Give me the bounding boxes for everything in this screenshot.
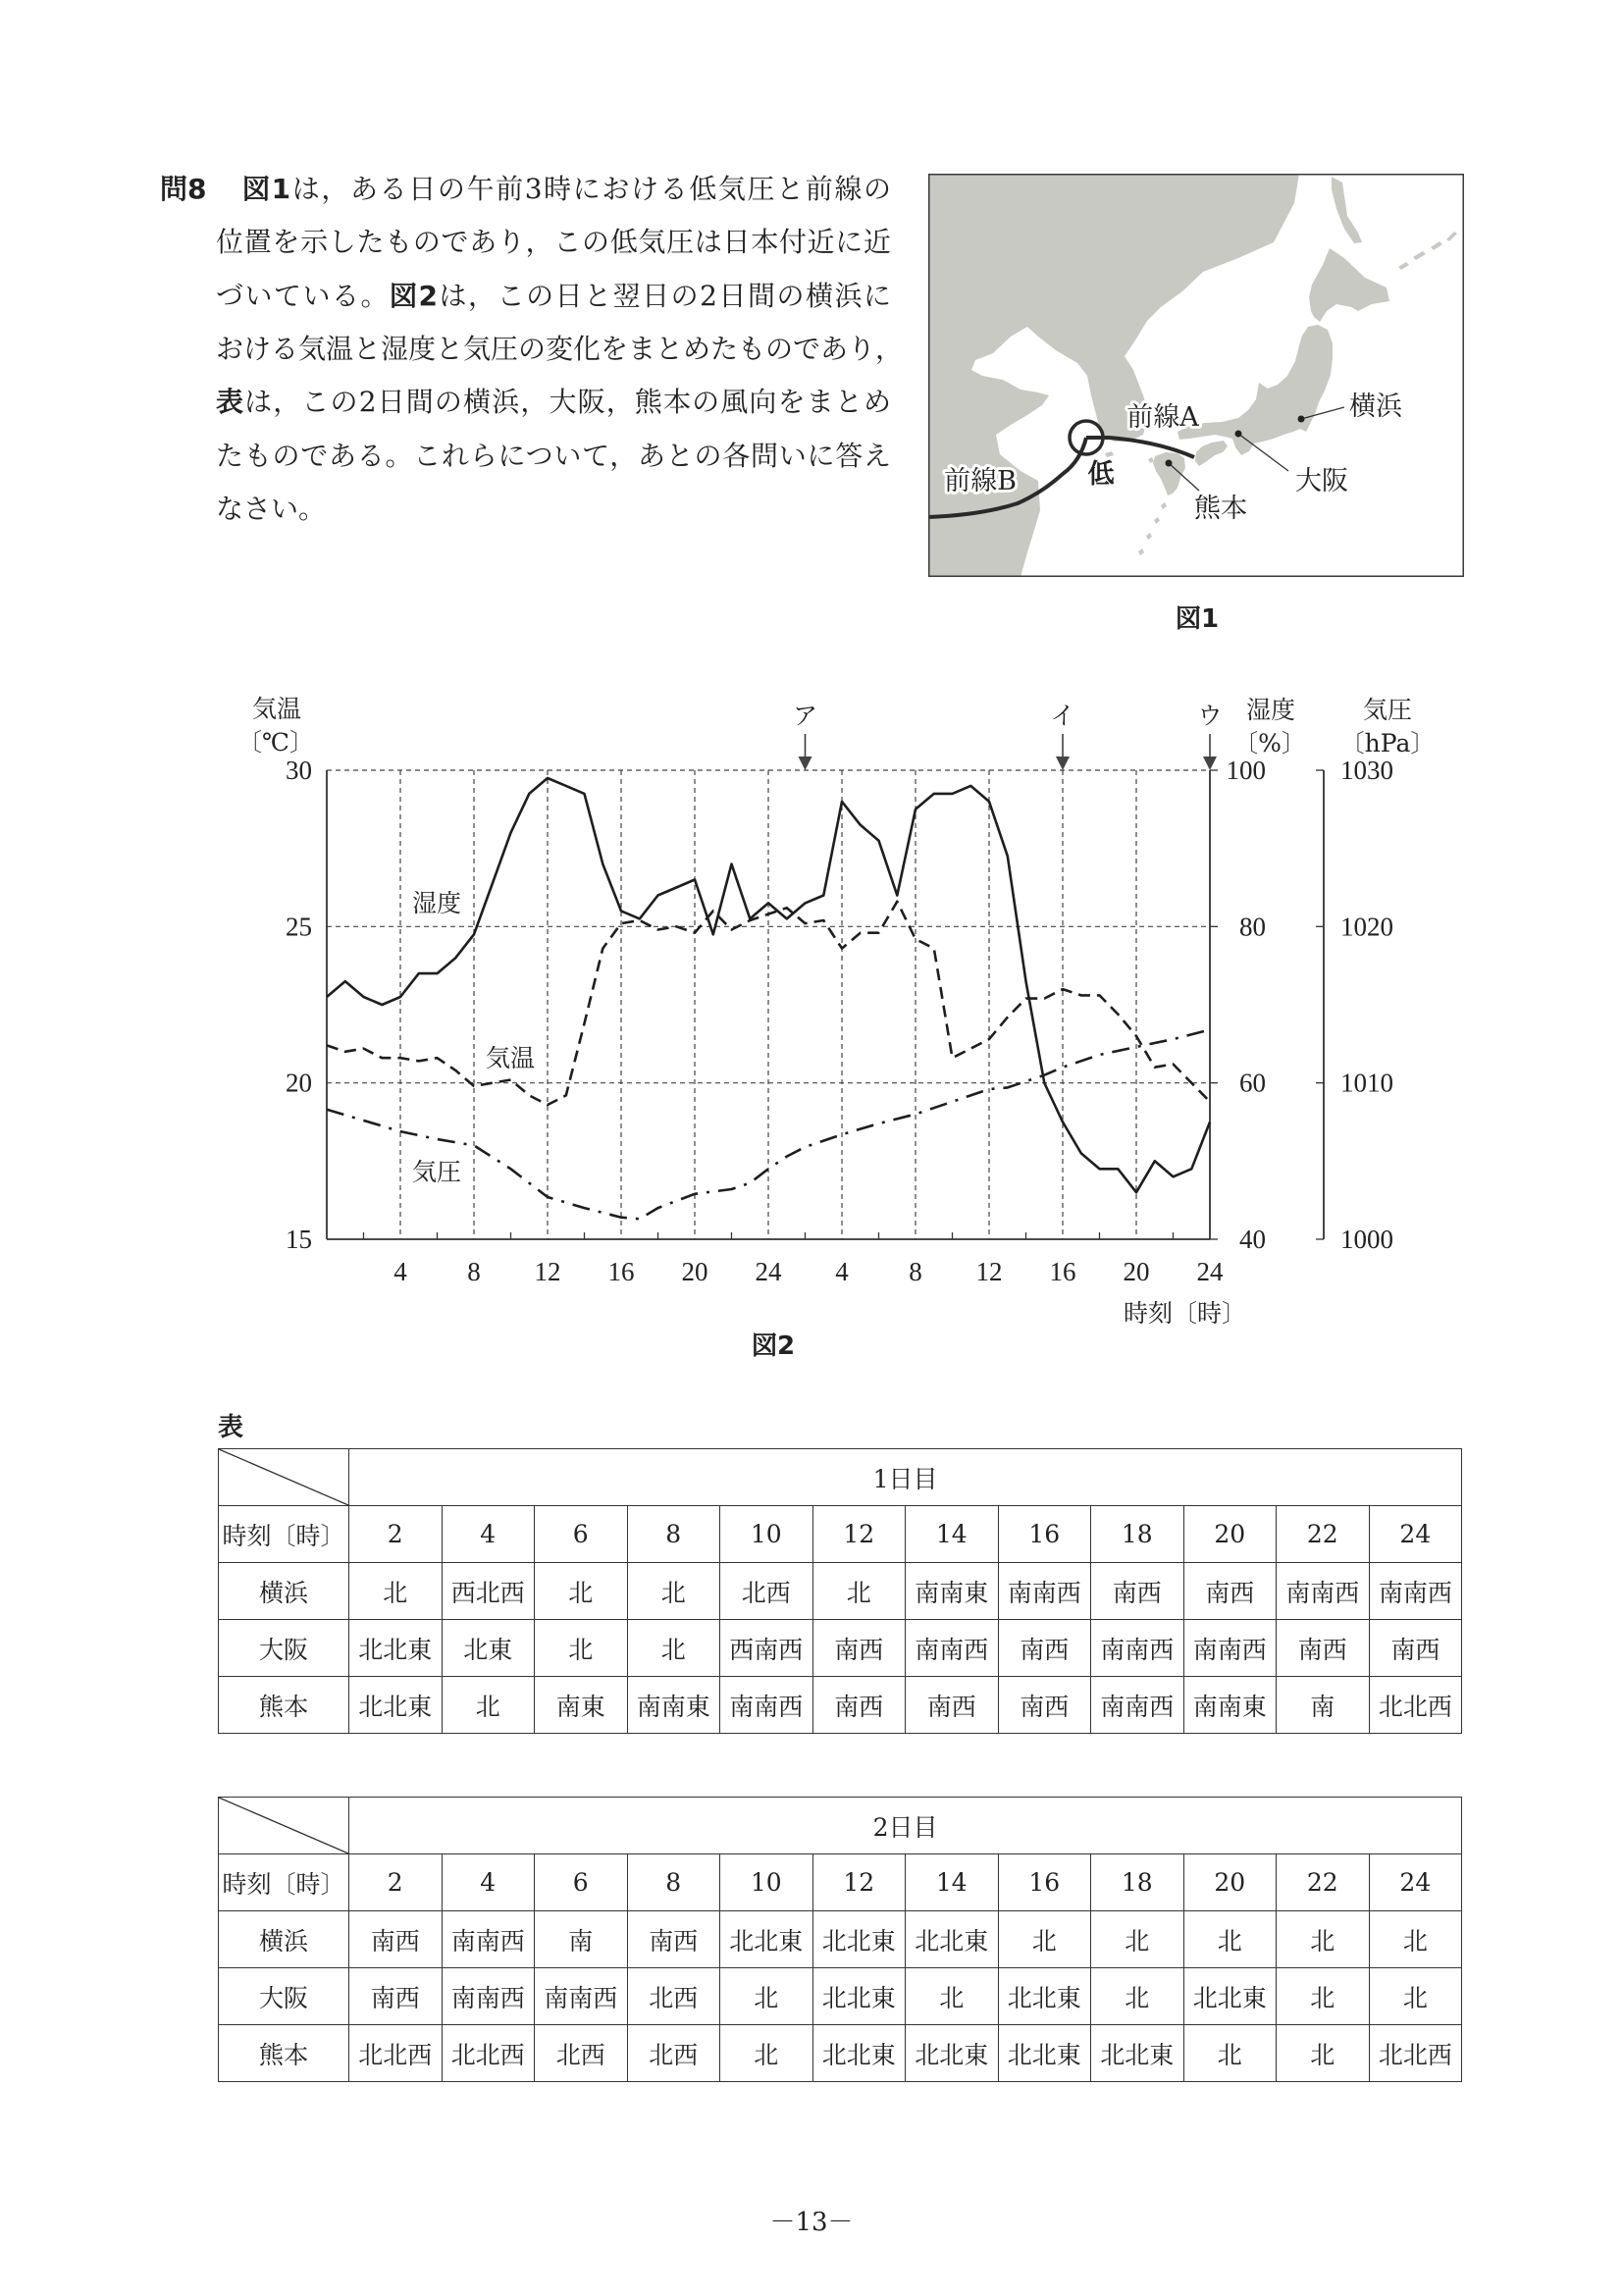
humidity-tick-label: 80 bbox=[1239, 912, 1266, 942]
wind-direction-cell: 北 bbox=[1183, 1911, 1277, 1968]
hour-cell: 24 bbox=[1369, 1506, 1462, 1563]
pressure-point bbox=[877, 1122, 881, 1125]
time-marker-label: ア bbox=[792, 702, 818, 730]
pressure-point bbox=[804, 1145, 808, 1149]
wind-direction-cell: 南西 bbox=[998, 1620, 1091, 1677]
wind-direction-cell: 北 bbox=[1369, 1968, 1462, 2025]
wind-direction-cell: 北 bbox=[442, 1677, 535, 1734]
question-line bbox=[216, 225, 891, 260]
wind-direction-cell: 北 bbox=[535, 1563, 628, 1620]
hour-cell: 14 bbox=[906, 1506, 999, 1563]
wind-direction-cell: 北 bbox=[1183, 2025, 1277, 2082]
kumamoto-dot bbox=[1166, 460, 1173, 467]
wind-direction-cell: 北 bbox=[812, 1563, 906, 1620]
wind-direction-cell: 南西 bbox=[1277, 1620, 1370, 1677]
pressure-point bbox=[748, 1181, 752, 1185]
hour-cell: 14 bbox=[906, 1854, 999, 1911]
x-tick-label: 12 bbox=[534, 1257, 561, 1286]
wind-direction-cell: 北北東 bbox=[1091, 2025, 1184, 2082]
x-tick-label: 4 bbox=[835, 1257, 849, 1286]
wind-direction-cell: 北北西 bbox=[1369, 1677, 1462, 1734]
time-row-header: 時刻〔時〕 bbox=[219, 1854, 349, 1911]
yokohama-dot bbox=[1298, 416, 1305, 423]
wind-direction-cell: 北 bbox=[906, 1968, 999, 2025]
hour-cell: 20 bbox=[1183, 1854, 1277, 1911]
wind-direction-cell: 北西 bbox=[720, 1563, 813, 1620]
temperature-tick-label: 20 bbox=[286, 1068, 312, 1098]
question-text: づいている。 bbox=[216, 280, 391, 312]
table-row bbox=[219, 1677, 1462, 1734]
wind-direction-cell: 北北東 bbox=[720, 1911, 813, 1968]
wind-direction-cell: 南南西 bbox=[535, 1968, 628, 2025]
time-row-header: 時刻〔時〕 bbox=[219, 1506, 349, 1563]
wind-direction-cell: 南西 bbox=[812, 1677, 906, 1734]
x-axis-title: 時刻〔時〕 bbox=[1123, 1299, 1246, 1328]
osaka-dot bbox=[1235, 431, 1242, 438]
wind-direction-cell: 南南西 bbox=[1369, 1563, 1462, 1620]
table-header-row bbox=[219, 1449, 1462, 1506]
diagonal-line bbox=[219, 1449, 348, 1505]
hour-cell: 12 bbox=[812, 1854, 906, 1911]
question-line bbox=[242, 172, 891, 207]
figure2-chart bbox=[236, 677, 1472, 1328]
x-tick-label: 20 bbox=[1123, 1257, 1150, 1286]
hour-cell: 8 bbox=[627, 1506, 720, 1563]
wind-direction-cell: 北 bbox=[1369, 1911, 1462, 1968]
question-line bbox=[216, 332, 904, 367]
hour-cell: 12 bbox=[812, 1506, 906, 1563]
wind-direction-cell: 南西 bbox=[812, 1620, 906, 1677]
question-text: おける気温と湿度と気圧の変化をまとめたものであり， bbox=[216, 333, 904, 365]
wind-direction-cell: 北北東 bbox=[1183, 1968, 1277, 2025]
city-cell: 横浜 bbox=[219, 1911, 349, 1968]
wind-direction-cell: 北北東 bbox=[812, 1968, 906, 2025]
bold-reference: 図2 bbox=[390, 280, 439, 312]
temperature-tick-label: 25 bbox=[286, 912, 312, 942]
wind-direction-cell: 北 bbox=[627, 1563, 720, 1620]
kumamoto-label: 熊本 bbox=[1194, 494, 1247, 524]
question-line bbox=[216, 385, 891, 420]
wind-direction-cell: 北西 bbox=[627, 2025, 720, 2082]
pressure-tick-label: 1010 bbox=[1340, 1068, 1393, 1098]
question-text: は，この2日間の横浜，大阪，熊本の風向をまとめ bbox=[244, 386, 891, 418]
humidity-tick-label: 40 bbox=[1239, 1225, 1266, 1254]
x-tick-label: 24 bbox=[1196, 1257, 1224, 1286]
temperature-point bbox=[932, 947, 936, 951]
humidity-tick-label: 100 bbox=[1226, 756, 1266, 785]
question-text: は，この日と翌日の2日間の横浜に bbox=[438, 280, 891, 312]
city-cell: 大阪 bbox=[219, 1620, 349, 1677]
wind-direction-cell: 北 bbox=[1277, 1968, 1370, 2025]
chart-time-markers bbox=[793, 702, 1223, 770]
pressure-tick-label: 1020 bbox=[1340, 912, 1393, 942]
question-line bbox=[216, 279, 891, 314]
temperature-series-label: 気温 bbox=[485, 1044, 536, 1072]
table-row bbox=[219, 2025, 1462, 2082]
wind-direction-cell: 南南西 bbox=[442, 1968, 535, 2025]
wind-direction-cell: 北 bbox=[720, 1968, 813, 2025]
wind-direction-cell: 北北東 bbox=[906, 2025, 999, 2082]
pressure-point bbox=[951, 1100, 955, 1104]
wind-direction-cell: 北北東 bbox=[812, 2025, 906, 2082]
wind-direction-cell: 南西 bbox=[349, 1911, 443, 1968]
hour-cell: 10 bbox=[720, 1854, 813, 1911]
wind-table-day2 bbox=[218, 1797, 1462, 2082]
wind-direction-cell: 南西 bbox=[906, 1677, 999, 1734]
wind-direction-cell: 南南東 bbox=[1183, 1677, 1277, 1734]
wind-direction-cell: 北東 bbox=[442, 1620, 535, 1677]
bold-reference: 表 bbox=[216, 386, 245, 418]
pressure-axis-title: 気圧 bbox=[1362, 696, 1413, 724]
low-label: 低 bbox=[1087, 459, 1115, 490]
hour-cell: 4 bbox=[442, 1854, 535, 1911]
wind-direction-cell: 北 bbox=[1091, 1911, 1184, 1968]
x-tick-label: 12 bbox=[975, 1257, 1003, 1286]
diagonal-header-cell bbox=[219, 1449, 349, 1506]
temperature-tick-label: 30 bbox=[286, 756, 312, 785]
wind-direction-cell: 北 bbox=[720, 2025, 813, 2082]
time-row bbox=[219, 1506, 1462, 1563]
temperature-tick-label: 15 bbox=[286, 1225, 312, 1254]
wind-direction-cell: 南西 bbox=[1183, 1563, 1277, 1620]
hour-cell: 4 bbox=[442, 1506, 535, 1563]
wind-direction-cell: 南南西 bbox=[998, 1563, 1091, 1620]
pressure-series-label: 気圧 bbox=[411, 1158, 462, 1186]
table-row bbox=[219, 1911, 1462, 1968]
wind-direction-cell: 南南東 bbox=[906, 1563, 999, 1620]
wind-direction-cell: 南南西 bbox=[1091, 1620, 1184, 1677]
day-label-cell: 2日目 bbox=[349, 1798, 1462, 1854]
pressure-tick-label: 1030 bbox=[1340, 756, 1393, 785]
hour-cell: 6 bbox=[535, 1506, 628, 1563]
wind-direction-cell: 北 bbox=[627, 1620, 720, 1677]
time-marker-label: イ bbox=[1050, 702, 1075, 730]
wind-direction-cell: 北 bbox=[1277, 1911, 1370, 1968]
day-label-cell: 1日目 bbox=[349, 1449, 1462, 1506]
hour-cell: 24 bbox=[1369, 1854, 1462, 1911]
wind-direction-cell: 南南西 bbox=[442, 1911, 535, 1968]
question-line bbox=[216, 439, 891, 474]
wind-direction-cell: 北 bbox=[349, 1563, 443, 1620]
page-number: －13－ bbox=[769, 2208, 854, 2237]
wind-direction-cell: 北西 bbox=[627, 1968, 720, 2025]
temperature-axis-unit: 〔℃〕 bbox=[237, 728, 314, 757]
wind-direction-cell: 南西 bbox=[349, 1968, 443, 2025]
question-text: たものである。これらについて，あとの各問いに答え bbox=[216, 440, 891, 472]
city-cell: 横浜 bbox=[219, 1563, 349, 1620]
wind-direction-cell: 北西 bbox=[535, 2025, 628, 2082]
front-a-label: 前線A bbox=[1126, 402, 1199, 433]
pressure-tick-label: 1000 bbox=[1340, 1225, 1393, 1254]
wind-direction-cell: 北北東 bbox=[998, 1968, 1091, 2025]
wind-direction-cell: 北北東 bbox=[349, 1677, 443, 1734]
question-text: は，ある日の午前3時における低気圧と前線の bbox=[290, 173, 891, 205]
wind-direction-cell: 北北東 bbox=[812, 1911, 906, 1968]
hour-cell: 8 bbox=[627, 1854, 720, 1911]
time-marker-arrowhead bbox=[1056, 757, 1070, 770]
wind-direction-cell: 北北東 bbox=[349, 1620, 443, 1677]
question-text: 位置を示したものであり，この低気圧は日本付近に近 bbox=[216, 226, 891, 258]
wind-direction-cell: 南南西 bbox=[1183, 1620, 1277, 1677]
wind-direction-cell: 南 bbox=[1277, 1677, 1370, 1734]
figure1-map bbox=[928, 174, 1464, 577]
diagonal-line bbox=[219, 1798, 348, 1853]
x-tick-label: 24 bbox=[755, 1257, 782, 1286]
hour-cell: 2 bbox=[349, 1854, 443, 1911]
figure2-caption: 図2 bbox=[751, 1331, 796, 1361]
question-line bbox=[216, 492, 891, 527]
wind-direction-cell: 北 bbox=[1091, 1968, 1184, 2025]
hour-cell: 10 bbox=[720, 1506, 813, 1563]
time-row bbox=[219, 1854, 1462, 1911]
yokohama-label: 横浜 bbox=[1349, 391, 1402, 422]
hour-cell: 16 bbox=[998, 1854, 1091, 1911]
humidity-tick-label: 60 bbox=[1239, 1068, 1266, 1098]
x-tick-label: 4 bbox=[393, 1257, 407, 1286]
wind-direction-cell: 南東 bbox=[535, 1677, 628, 1734]
wind-direction-cell: 南南西 bbox=[720, 1677, 813, 1734]
table-title: 表 bbox=[218, 1413, 244, 1442]
time-marker-arrowhead bbox=[1203, 757, 1217, 770]
wind-direction-cell: 北北西 bbox=[349, 2025, 443, 2082]
diagonal-header-cell bbox=[219, 1798, 349, 1854]
hour-cell: 22 bbox=[1277, 1506, 1370, 1563]
hour-cell: 20 bbox=[1183, 1506, 1277, 1563]
city-cell: 熊本 bbox=[219, 1677, 349, 1734]
chart-tick-labels bbox=[286, 756, 1393, 1286]
wind-direction-cell: 南西 bbox=[627, 1911, 720, 1968]
chart-axes bbox=[327, 770, 1324, 1239]
wind-direction-cell: 北 bbox=[998, 1911, 1091, 1968]
wind-direction-cell: 西南西 bbox=[720, 1620, 813, 1677]
wind-table-day1 bbox=[218, 1448, 1462, 1734]
hour-cell: 6 bbox=[535, 1854, 628, 1911]
wind-direction-cell: 南南東 bbox=[627, 1677, 720, 1734]
x-tick-label: 8 bbox=[467, 1257, 481, 1286]
wind-direction-cell: 北 bbox=[535, 1620, 628, 1677]
wind-direction-cell: 南南西 bbox=[1091, 1677, 1184, 1734]
table-header-row bbox=[219, 1798, 1462, 1854]
bold-reference: 図1 bbox=[242, 173, 291, 205]
hour-cell: 22 bbox=[1277, 1854, 1370, 1911]
table-row bbox=[219, 1968, 1462, 2025]
osaka-label: 大阪 bbox=[1295, 466, 1348, 496]
pressure-point bbox=[1172, 1037, 1176, 1041]
wind-direction-cell: 南西 bbox=[998, 1677, 1091, 1734]
time-marker-arrowhead bbox=[799, 757, 812, 770]
hour-cell: 16 bbox=[998, 1506, 1091, 1563]
temperature-axis-title: 気温 bbox=[251, 695, 302, 723]
city-cell: 熊本 bbox=[219, 2025, 349, 2082]
x-tick-label: 16 bbox=[607, 1257, 635, 1286]
wind-direction-cell: 南西 bbox=[1091, 1563, 1184, 1620]
wind-direction-cell: 北北東 bbox=[998, 2025, 1091, 2082]
x-tick-label: 16 bbox=[1049, 1257, 1076, 1286]
question-number: 問8 bbox=[160, 173, 207, 205]
wind-direction-cell: 南南西 bbox=[1277, 1563, 1370, 1620]
front-b-label: 前線B bbox=[944, 466, 1017, 496]
figure1-caption: 図1 bbox=[1175, 604, 1220, 634]
wind-direction-cell: 西北西 bbox=[442, 1563, 535, 1620]
wind-direction-cell: 南南西 bbox=[906, 1620, 999, 1677]
table-row bbox=[219, 1563, 1462, 1620]
wind-direction-cell: 北北東 bbox=[906, 1911, 999, 1968]
pressure-axis-unit: 〔hPa〕 bbox=[1339, 729, 1436, 757]
table-row bbox=[219, 1620, 1462, 1677]
hour-cell: 2 bbox=[349, 1506, 443, 1563]
wind-direction-cell: 北 bbox=[1277, 2025, 1370, 2082]
wind-direction-cell: 北北西 bbox=[442, 2025, 535, 2082]
wind-direction-cell: 南 bbox=[535, 1911, 628, 1968]
question-text: なさい。 bbox=[216, 493, 327, 525]
time-marker-label: ウ bbox=[1197, 702, 1223, 730]
hour-cell: 18 bbox=[1091, 1506, 1184, 1563]
x-tick-label: 20 bbox=[681, 1257, 708, 1286]
hour-cell: 18 bbox=[1091, 1854, 1184, 1911]
wind-direction-cell: 北北西 bbox=[1369, 2025, 1462, 2082]
temperature-point bbox=[951, 1056, 955, 1060]
humidity-axis-unit: 〔%〕 bbox=[1233, 729, 1306, 757]
humidity-series-label: 湿度 bbox=[411, 889, 462, 917]
humidity-axis-title: 湿度 bbox=[1245, 696, 1296, 724]
city-cell: 大阪 bbox=[219, 1968, 349, 2025]
wind-direction-cell: 南西 bbox=[1369, 1620, 1462, 1677]
x-tick-label: 8 bbox=[909, 1257, 922, 1286]
